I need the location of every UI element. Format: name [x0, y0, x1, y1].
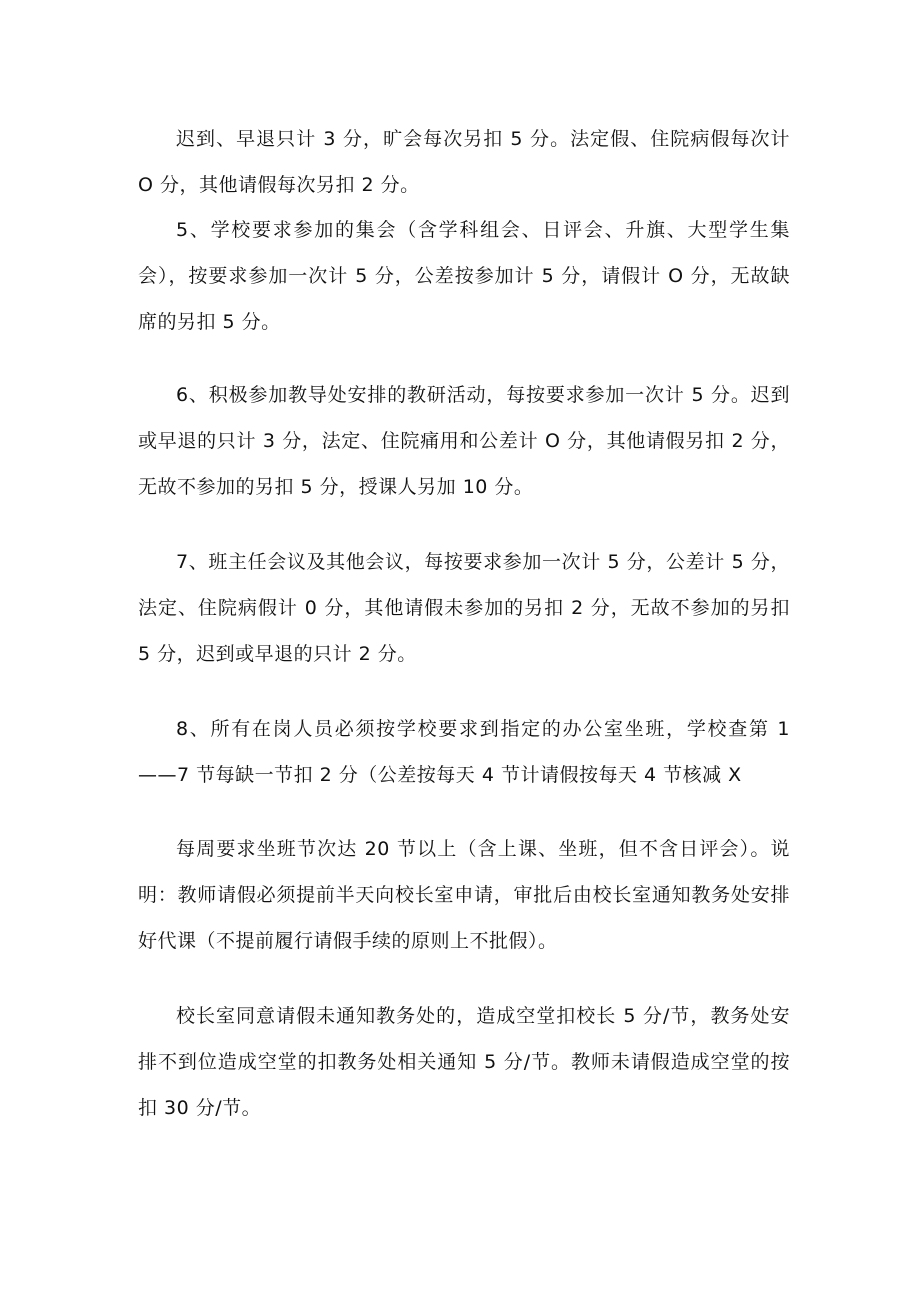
paragraph-rule-5-assemblies: 5、学校要求参加的集会（含学科组会、日评会、升旗、大型学生集会），按要求参加一次计 5 分，公差按参加计 5 分，请假计 O 分，无故缺席的另扣 5 分。 — [138, 219, 790, 333]
paragraph-empty-class-penalty: 校长室同意请假未通知教务处的，造成空堂扣校长 5 分/节，教务处安排不到位造成空堂的扣教务处相关通知 5 分/节。教师未请假造成空堂的按扣 30 分/节。 — [138, 1005, 790, 1119]
paragraph-weekly-requirement: 每周要求坐班节次达 20 节以上（含上课、坐班，但不含日评会）。说明：教师请假必须提前半天向校长室申请，审批后由校长室通知教务处安排好代课（不提前履行请假手续的原则上不批假）。 — [138, 838, 790, 952]
paragraph-rule-6-teaching-research: 6、积极参加教导处安排的教研活动，每按要求参加一次计 5 分。迟到或早退的只计 3 分，法定、住院痛用和公差计 O 分，其他请假另扣 2 分，无故不参加的另扣 5 分，授课人另加 10 分。 — [138, 384, 790, 498]
paragraph-lateness-rule: 迟到、早退只计 3 分，旷会每次另扣 5 分。法定假、住院病假每次计 O 分，其他请假每次另扣 2 分。 — [138, 128, 790, 196]
paragraph-rule-8-office-attendance: 8、所有在岗人员必须按学校要求到指定的办公室坐班，学校查第 1——7 节每缺一节扣 2 分（公差按每天 4 节计请假按每天 4 节核减 X — [138, 718, 790, 786]
paragraph-rule-7-meetings: 7、班主任会议及其他会议，每按要求参加一次计 5 分，公差计 5 分，法定、住院病假计 0 分，其他请假未参加的另扣 2 分，无故不参加的另扣 5 分，迟到或早退的只计 2 分。 — [138, 551, 790, 665]
